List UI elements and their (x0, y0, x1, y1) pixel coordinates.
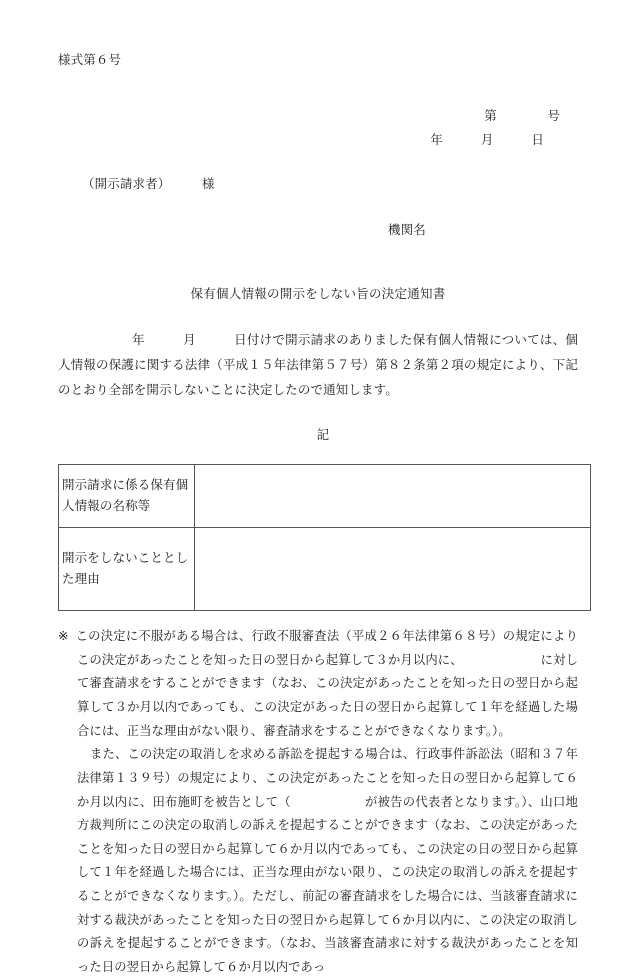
ki-marker: 記 (316, 428, 330, 443)
row-value-information-name[interactable] (195, 465, 591, 528)
row-label-nondisclosure-reason: 開示をしないこととした理由 (59, 528, 195, 611)
body-paragraph (58, 328, 578, 403)
addressee-line: （開示請求者） 様 (82, 177, 215, 192)
footnote-appeal-text-b: に対して審査請求をすることができます（なお、この決定があったことを知った日の翌日から起算して３か月以内であっても、この決定があった日の翌日から起算して１年を経過した場合には、正当な理由がない限り、審査請求をすることができなくなります。）。 (77, 652, 578, 738)
agency-name-line: 機関名 (388, 223, 426, 238)
document-date-line: 年 月 日 (430, 132, 544, 147)
page-title: 保有個人情報の開示をしない旨の決定通知書 (190, 287, 446, 302)
table-row (59, 465, 591, 528)
body-paragraph-text: 年 月 日付けで開示請求のありました保有個人情報については、個人情報の保護に関する法律（平成１５年法律第５７号）第８２条第２項の規定により、下記のとおり全部を開示しないことに決定したので通知します。 (58, 333, 578, 398)
footnote-lawsuit-text-b: が被告の代表者となります。）、山口地方裁判所にこの決定の取消しの訴えを提起することができます（なお、この決定があったことを知った日の翌日から起算して６か月以内であっても、この決定の日の翌日から起算して１年を経過した場合には、正当な理由がない限り、この決定の取消しの訴えを提起することができなくなります。）。ただし、前記の審査請求をした場合には、当該審査請求に対する裁決があったことを知った日の翌日から起算して６か月以内に、この決定の取消しの訴えを提起することができます。（なお、当該審査請求に対する裁決があったことを知った日の翌日から起算して６か月以内であっ (77, 794, 579, 974)
row-label-information-name: 開示請求に係る保有個人情報の名称等 (59, 465, 195, 528)
footnote-paragraph-lawsuit (58, 743, 578, 979)
table-row (59, 528, 591, 611)
footnotes (58, 625, 578, 979)
form-number: 様式第６号 (58, 53, 122, 67)
document-number-line: 第 号 (484, 108, 560, 123)
disclosure-info-table (58, 464, 591, 611)
footnote-paragraph-appeal (58, 625, 578, 743)
document-meta (58, 104, 574, 153)
note-mark: ※ (58, 629, 69, 644)
footnote-lawsuit-text-a: また、この決定の取消しを求める訴訟を提起する場合は、行政事件訴訟法（昭和３７年法律第１３９号）の規定により、この決定があったことを知った日の翌日から起算して６か月以内に、田布施町を被告として（ (77, 747, 578, 809)
footnote-appeal-text-a: この決定に不服がある場合は、行政不服審査法（平成２６年法律第６８号）の規定によりこの決定があったことを知った日の翌日から起算して３か月以内に、 (75, 629, 578, 667)
row-value-nondisclosure-reason[interactable] (195, 528, 591, 611)
